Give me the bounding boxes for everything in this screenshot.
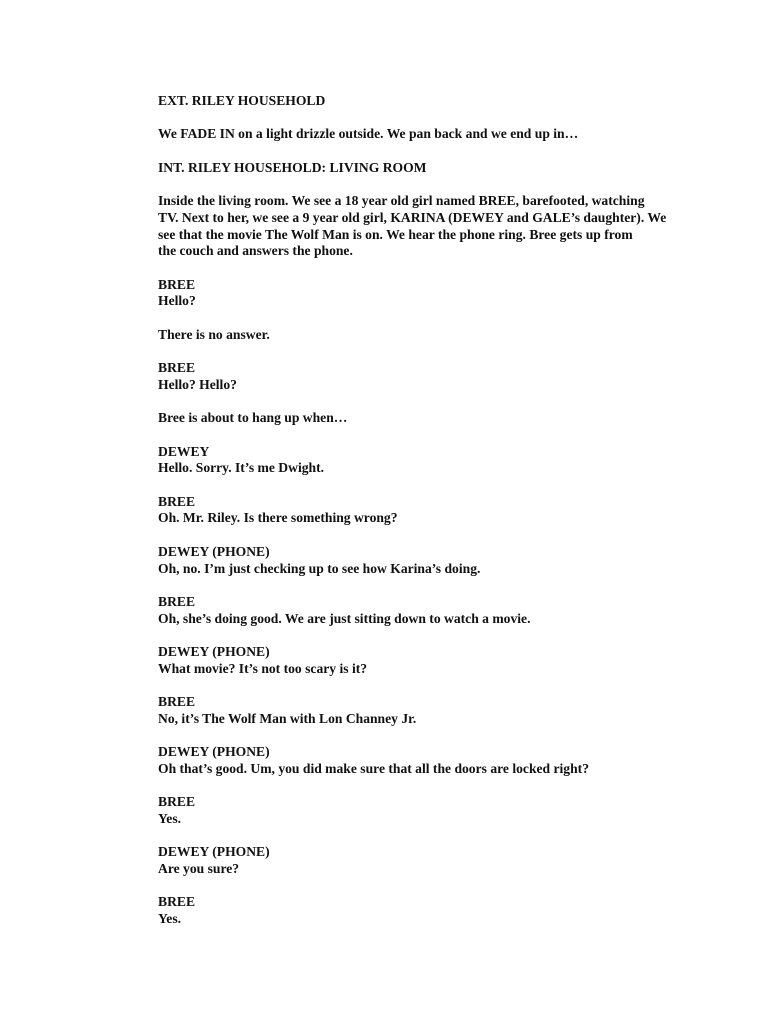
- character-name: DEWEY (PHONE): [158, 644, 270, 660]
- character-name: DEWEY (PHONE): [158, 543, 270, 559]
- dialogue-block: [158, 594, 658, 627]
- scene-heading: [158, 93, 658, 110]
- action-line: [158, 327, 658, 344]
- action-text: Bree is about to hang up when…: [158, 410, 348, 426]
- dialogue-text: Oh that’s good. Um, you did make sure that all the doors are locked right?: [158, 760, 589, 776]
- action-line: [158, 410, 658, 427]
- dialogue-text: Hello. Sorry. It’s me Dwight.: [158, 460, 324, 476]
- scene-heading: [158, 160, 658, 177]
- dialogue-text: Yes.: [158, 911, 182, 927]
- dialogue-text: What movie? It’s not too scary is it?: [158, 660, 368, 676]
- character-name: BREE: [158, 493, 196, 509]
- dialogue-text: Oh, she’s doing good. We are just sitting down to watch a movie.: [158, 610, 531, 626]
- character-name: BREE: [158, 276, 196, 292]
- character-name: BREE: [158, 894, 196, 910]
- dialogue-block: [158, 844, 658, 877]
- scene-heading-text: INT. RILEY HOUSEHOLD: LIVING ROOM: [158, 159, 427, 175]
- action-text: see that the movie The Wolf Man is on. We hear the phone ring. Bree gets up from: [158, 226, 633, 242]
- action-text: There is no answer.: [158, 326, 270, 342]
- dialogue-block: [158, 794, 658, 827]
- action-text: We FADE IN on a light drizzle outside. We pan back and we end up in…: [158, 126, 579, 142]
- dialogue-block: [158, 360, 658, 393]
- character-name: DEWEY (PHONE): [158, 844, 270, 860]
- character-name: BREE: [158, 360, 196, 376]
- character-name: DEWEY (PHONE): [158, 744, 270, 760]
- scene-heading-text: EXT. RILEY HOUSEHOLD: [158, 93, 326, 108]
- dialogue-block: [158, 277, 658, 310]
- dialogue-text: No, it’s The Wolf Man with Lon Channey Jr.: [158, 710, 417, 726]
- dialogue-text: Oh, no. I’m just checking up to see how Karina’s doing.: [158, 560, 481, 576]
- dialogue-block: [158, 744, 658, 777]
- dialogue-text: Yes.: [158, 811, 182, 826]
- character-name: BREE: [158, 794, 196, 810]
- action-line: [158, 126, 658, 143]
- dialogue-text: Are you sure?: [158, 861, 240, 877]
- character-name: DEWEY: [158, 443, 210, 459]
- dialogue-block: [158, 494, 658, 527]
- dialogue-text: Hello? Hello?: [158, 376, 237, 392]
- action-text: Inside the living room. We see a 18 year old girl named BREE, barefooted, watching: [158, 193, 645, 209]
- dialogue-block: [158, 544, 658, 577]
- dialogue-text: Hello?: [158, 293, 196, 309]
- dialogue-block: [158, 894, 658, 927]
- character-name: BREE: [158, 694, 196, 710]
- dialogue-text: Oh. Mr. Riley. Is there something wrong?: [158, 510, 398, 526]
- dialogue-block: [158, 694, 658, 727]
- screenplay-page: [158, 93, 667, 945]
- character-name: BREE: [158, 593, 196, 609]
- action-paragraph: [158, 193, 667, 260]
- dialogue-block: [158, 444, 658, 477]
- action-text: TV. Next to her, we see a 9 year old girl, KARINA (DEWEY and GALE’s daughter). We: [158, 209, 667, 225]
- action-text: the couch and answers the phone.: [158, 243, 353, 259]
- dialogue-block: [158, 644, 658, 677]
